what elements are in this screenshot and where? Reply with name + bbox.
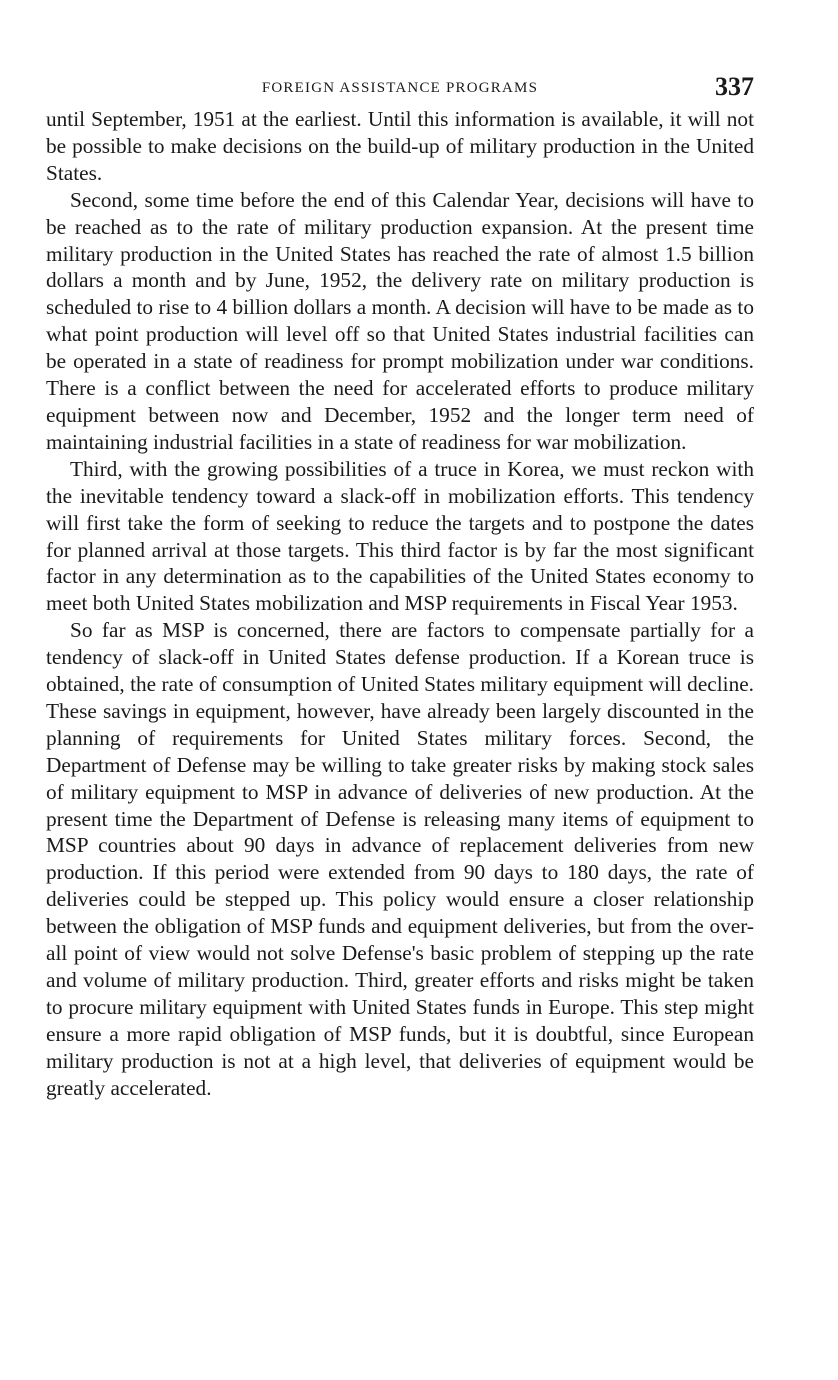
paragraph-continued: until September, 1951 at the earliest. Until this information is available, it will not be possible to make decisions on the build-up of military production in the United States. [46, 107, 754, 185]
paragraph-third-truce: Third, with the growing possibilities of a truce in Korea, we must reckon with the inevitable tendency toward a slack-off in mobilization efforts. This tendency will first take the form of seeking to reduce the targets and to postpone the dates for planned arrival at those targets. This third factor is by far the most significant factor in any determination as to the capabilities of the United States economy to meet both United States mobilization and MSP requirements in Fiscal Year 1953. [46, 456, 754, 616]
page-number: 337 [715, 72, 754, 101]
running-header [46, 70, 754, 106]
paragraph-second-decision: Second, some time before the end of this Calendar Year, decisions will have to be reached as to the rate of military production expansion. At the present time military production in the United States has reached the rate of almost 1.5 billion dollars a month and by June, 1952, the delivery rate on military production is scheduled to rise to 4 billion dollars a month. A decision will have to be made as to what point production will level off so that United States industrial facilities can be operated in a state of readiness for prompt mobilization under war conditions. There is a conflict between the need for accelerated efforts to produce military equipment between now and December, 1952 and the longer term need of maintaining industrial facilities in a state of readiness for war mobilization. [46, 187, 754, 454]
document-page [46, 70, 754, 1102]
running-title: FOREIGN ASSISTANCE PROGRAMS [261, 80, 539, 96]
paragraph-msp-compensation: So far as MSP is concerned, there are factors to compensate partially for a tendency of slack-off in United States defense production. If a Korean truce is obtained, the rate of consumption of United States military equipment will decline. These savings in equipment, however, have already been largely discounted in the planning of requirements for United States military forces. Second, the Department of Defense may be willing to take greater risks by making stock sales of military equipment to MSP in advance of deliveries of new production. At the present time the Department of Defense is releasing many items of equipment to MSP countries about 90 days in advance of replacement deliveries from new production. If this period were extended from 90 days to 180 days, the rate of deliveries could be stepped up. This policy would ensure a closer relationship between the obligation of MSP funds and equipment deliveries, but from the over-all point of view would not solve Defense's basic problem of stepping up the rate and volume of military production. Third, greater efforts and risks might be taken to procure military equipment with United States funds in Europe. This step might ensure a more rapid obligation of MSP funds, but it is doubtful, since European military production is not at a high level, that deliveries of equipment would be greatly accelerated. [46, 618, 754, 1100]
